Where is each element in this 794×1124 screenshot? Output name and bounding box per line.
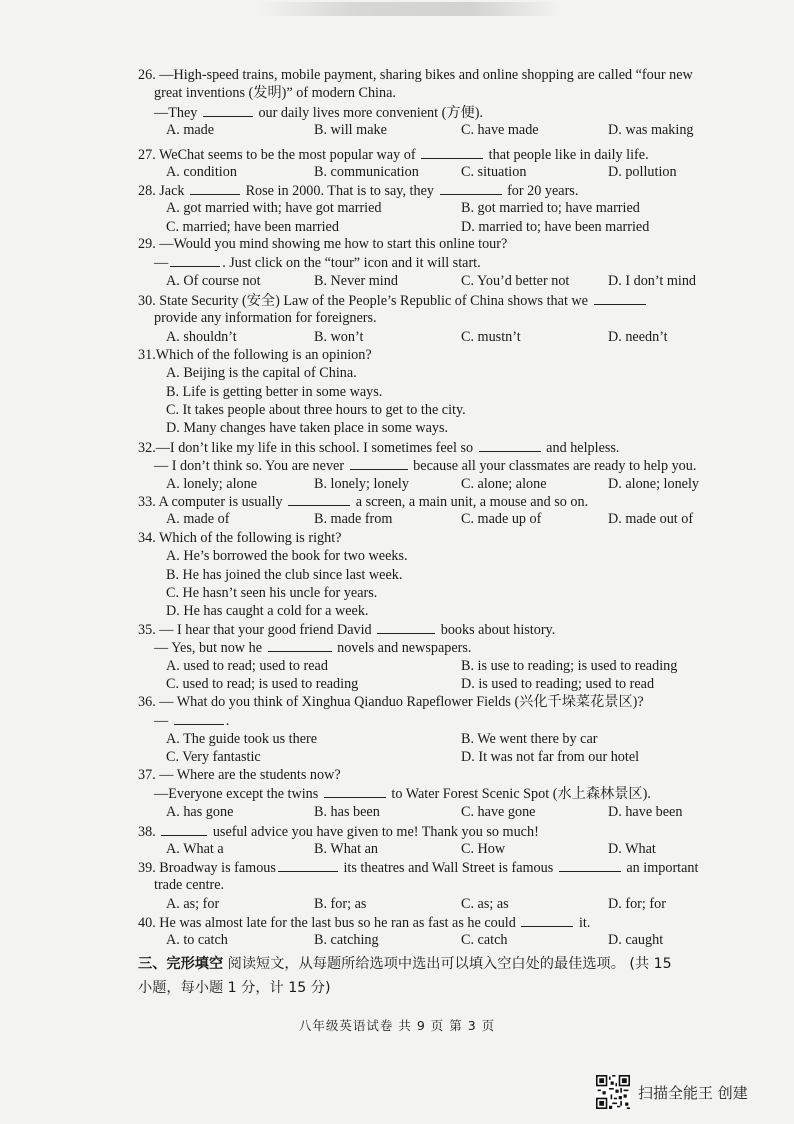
answer-blank — [190, 181, 240, 195]
options-row — [138, 730, 734, 748]
question-36 — [138, 693, 734, 766]
option-d: D. married to; have been married — [461, 218, 650, 235]
option-d: D. made out of — [608, 511, 694, 528]
watermark-text: 扫描全能王 创建 — [638, 1083, 748, 1102]
option-c: C. catch — [461, 932, 508, 949]
section-instruction-1: 阅读短文，从每题所给选项中选出可以填入空白处的最佳选项。 (共 15 — [223, 956, 672, 972]
option-a: A. as; for — [166, 895, 220, 912]
stem-text: that people like in daily life. — [485, 147, 649, 163]
question-34 — [138, 529, 734, 620]
question-stem-line — [138, 456, 734, 474]
option-c: C. as; as — [461, 895, 509, 912]
option-d: D. for; for — [608, 895, 666, 912]
option-b: B. He has joined the club since last week. — [166, 566, 403, 583]
options-row — [138, 931, 734, 949]
stem-text: —Everyone except the twins — [154, 786, 322, 803]
page-footer: 八年级英语试卷 共 9 页 第 3 页 — [298, 1018, 496, 1033]
option-b: B. has been — [314, 803, 380, 820]
stem-text: our daily lives more convenient (方便). — [254, 104, 484, 121]
question-stem-line — [138, 84, 734, 102]
question-stem-line — [138, 620, 734, 638]
question-stem-line — [138, 291, 734, 309]
question-32 — [138, 438, 734, 493]
qr-code-icon — [596, 1075, 630, 1109]
section-cloze-header — [138, 952, 738, 1000]
option-b: B. We went there by car — [461, 730, 598, 747]
option-d: D. pollution — [608, 164, 677, 181]
option-c: C. have made — [461, 121, 539, 138]
stem-text: 32.—I don’t like my life in this school. I sometimes feel so — [138, 440, 477, 456]
option-d: D. What — [608, 841, 656, 858]
options-row — [138, 328, 734, 346]
option-a: A. has gone — [166, 803, 234, 820]
answer-blank — [203, 103, 253, 117]
stem-text: it. — [575, 915, 591, 931]
answer-blank — [594, 291, 646, 305]
question-26 — [138, 66, 734, 139]
stem-text: — — [154, 255, 169, 272]
stem-text: and helpless. — [542, 440, 620, 456]
scan-shadow — [260, 2, 560, 16]
answer-blank — [440, 181, 502, 195]
option-a: A. to catch — [166, 932, 228, 949]
answer-blank — [161, 822, 207, 836]
option-b: B. got married to; have married — [461, 200, 640, 217]
question-stem-line — [138, 784, 734, 802]
question-stem-line — [138, 858, 734, 876]
options-row — [138, 803, 734, 821]
option-c: C. You’d better not — [461, 272, 570, 289]
stem-text: provide any information for foreigners. — [154, 310, 377, 327]
stem-text: . Just click on the “tour” icon and it will start. — [222, 255, 481, 272]
option-c: C. used to read; is used to reading — [166, 675, 359, 692]
option-d: D. Many changes have taken place in some ways. — [166, 420, 449, 437]
option-c: C. He hasn’t seen his uncle for years. — [166, 584, 378, 601]
stem-text: 30. State Security (安全) Law of the People’s Republic of China shows that we — [138, 293, 592, 309]
stem-text: books about history. — [437, 622, 556, 638]
option-b: B. Life is getting better in some ways. — [166, 383, 383, 400]
question-31 — [138, 346, 734, 437]
stem-text: its theatres and Wall Street is famous — [339, 860, 557, 876]
option-d: D. I don’t mind — [608, 272, 697, 289]
question-stem-line — [138, 638, 734, 656]
scanner-watermark — [596, 1074, 748, 1110]
question-stem-line — [138, 913, 734, 931]
option-a: A. What a — [166, 841, 224, 858]
question-stem-line — [138, 346, 734, 364]
stem-text: an important — [622, 860, 699, 876]
stem-text: 28. Jack — [138, 183, 189, 199]
option-a: A. He’s borrowed the book for two weeks. — [166, 548, 408, 565]
question-33 — [138, 492, 734, 529]
option-b: B. lonely; lonely — [314, 475, 409, 492]
stem-text: useful advice you have given to me! Thank you so much! — [209, 824, 539, 840]
option-c: C. have gone — [461, 803, 536, 820]
option-d: D. alone; lonely — [608, 475, 700, 492]
question-38 — [138, 822, 734, 859]
answer-blank — [324, 784, 386, 798]
options-row — [138, 121, 734, 139]
option-c: C. Very fantastic — [166, 748, 261, 765]
option-a: A. made of — [166, 511, 230, 528]
option-d: D. He has caught a cold for a week. — [166, 603, 369, 620]
question-37 — [138, 766, 734, 821]
stem-text: great inventions (发明)” of modern China. — [154, 85, 396, 102]
option-a: A. Of course not — [166, 272, 261, 289]
stem-text: 31.Which of the following is an opinion? — [138, 347, 372, 363]
question-stem-line — [138, 492, 734, 510]
option-b: B. will make — [314, 121, 387, 138]
option-a: A. The guide took us there — [166, 730, 318, 747]
option-d: D. It was not far from our hotel — [461, 748, 640, 765]
options-row — [138, 475, 734, 493]
option-d: D. was making — [608, 121, 694, 138]
question-stem-line — [138, 235, 734, 253]
stem-text: 29. —Would you mind showing me how to start this online tour? — [138, 236, 508, 252]
section-heading: 三、完形填空 — [138, 956, 224, 972]
option-c: C. mustn’t — [461, 328, 521, 345]
option-c: C. situation — [461, 164, 527, 181]
question-stem-line — [138, 766, 734, 784]
option-b: B. made from — [314, 511, 393, 528]
answer-blank — [521, 913, 573, 927]
option-b: B. is use to reading; is used to reading — [461, 657, 678, 674]
answer-blank — [278, 858, 338, 872]
option-a: A. got married with; have got married — [166, 200, 382, 217]
option-b: B. for; as — [314, 895, 367, 912]
option-c: C. married; have been married — [166, 218, 339, 235]
option-c: C. alone; alone — [461, 475, 547, 492]
stem-text: 40. He was almost late for the last bus so he ran as fast as he could — [138, 915, 520, 931]
stem-text: 26. —High-speed trains, mobile payment, sharing bikes and online shopping are called “four new — [138, 67, 693, 83]
answer-blank — [350, 456, 408, 470]
question-stem-line — [138, 145, 734, 163]
option-c: C. How — [461, 841, 506, 858]
stem-text: . — [225, 713, 230, 730]
question-27 — [138, 145, 734, 182]
option-c: C. It takes people about three hours to get to the city. — [166, 401, 466, 418]
answer-blank — [170, 253, 220, 267]
question-stem-line — [138, 438, 734, 456]
stem-text: 36. — What do you think of Xinghua Qianduo Rapeflower Fields (兴化千垛菜花景区)? — [138, 694, 644, 710]
option-b: B. Never mind — [314, 272, 398, 289]
stem-text: —They — [154, 104, 201, 121]
answer-blank — [421, 145, 483, 159]
stem-text: — I don’t think so. You are never — [154, 458, 348, 475]
stem-text: to Water Forest Scenic Spot (水上森林景区). — [387, 786, 651, 803]
options-row — [138, 675, 734, 693]
stem-text: 39. Broadway is famous — [138, 860, 276, 876]
option-b: B. catching — [314, 932, 379, 949]
stem-text: novels and newspapers. — [333, 640, 472, 657]
options-row — [138, 895, 734, 913]
question-28 — [138, 181, 734, 236]
stem-text: 34. Which of the following is right? — [138, 530, 342, 546]
answer-blank — [174, 711, 224, 725]
stem-text: because all your classmates are ready to help you. — [409, 458, 697, 475]
question-stem-line — [138, 876, 734, 894]
section-instruction-2: 小题，每小题 1 分，计 15 分) — [138, 980, 331, 996]
question-stem-line — [138, 103, 734, 121]
options-row — [138, 510, 734, 528]
stem-text: a screen, a main unit, a mouse and so on. — [352, 494, 589, 510]
stem-text: Rose in 2000. That is to say, they — [242, 183, 438, 199]
question-29 — [138, 235, 734, 290]
options-row — [138, 657, 734, 675]
answer-blank — [288, 492, 350, 506]
option-b: B. won’t — [314, 328, 364, 345]
option-a: A. condition — [166, 164, 237, 181]
question-stem-line — [138, 309, 734, 327]
question-stem-line — [138, 529, 734, 547]
stem-text: 27. WeChat seems to be the most popular way of — [138, 147, 420, 163]
stem-text: 37. — Where are the students now? — [138, 767, 341, 783]
question-stem-line — [138, 822, 734, 840]
stem-text: — Yes, but now he — [154, 640, 266, 657]
options-row — [138, 163, 734, 181]
options-row — [138, 748, 734, 766]
question-stem-line — [138, 711, 734, 729]
option-d: D. needn’t — [608, 328, 668, 345]
stem-text: 38. — [138, 824, 160, 840]
option-b: B. communication — [314, 164, 419, 181]
stem-text: for 20 years. — [503, 183, 579, 199]
stem-text: 33. A computer is usually — [138, 494, 287, 510]
answer-blank — [268, 638, 332, 652]
option-d: D. have been — [608, 803, 683, 820]
question-39 — [138, 858, 734, 913]
question-30 — [138, 291, 734, 346]
question-stem-line — [138, 253, 734, 271]
option-b: B. What an — [314, 841, 378, 858]
question-stem-line — [138, 693, 734, 711]
question-stem-line — [138, 66, 734, 84]
options-row — [138, 840, 734, 858]
answer-blank — [377, 620, 435, 634]
option-a: A. made — [166, 121, 215, 138]
options-row — [138, 272, 734, 290]
option-a: A. shouldn’t — [166, 328, 237, 345]
options-row — [138, 218, 734, 236]
answer-blank — [559, 858, 621, 872]
stem-text: 35. — I hear that your good friend David — [138, 622, 376, 638]
option-a: A. used to read; used to read — [166, 657, 328, 674]
question-40 — [138, 913, 734, 950]
stem-text: trade centre. — [154, 877, 225, 894]
stem-text: — — [154, 713, 172, 730]
question-stem-line — [138, 181, 734, 199]
option-a: A. lonely; alone — [166, 475, 258, 492]
answer-blank — [479, 438, 541, 452]
option-c: C. made up of — [461, 511, 542, 528]
option-a: A. Beijing is the capital of China. — [166, 365, 357, 382]
options-row — [138, 199, 734, 217]
option-d: D. caught — [608, 932, 664, 949]
option-d: D. is used to reading; used to read — [461, 675, 655, 692]
question-35 — [138, 620, 734, 693]
